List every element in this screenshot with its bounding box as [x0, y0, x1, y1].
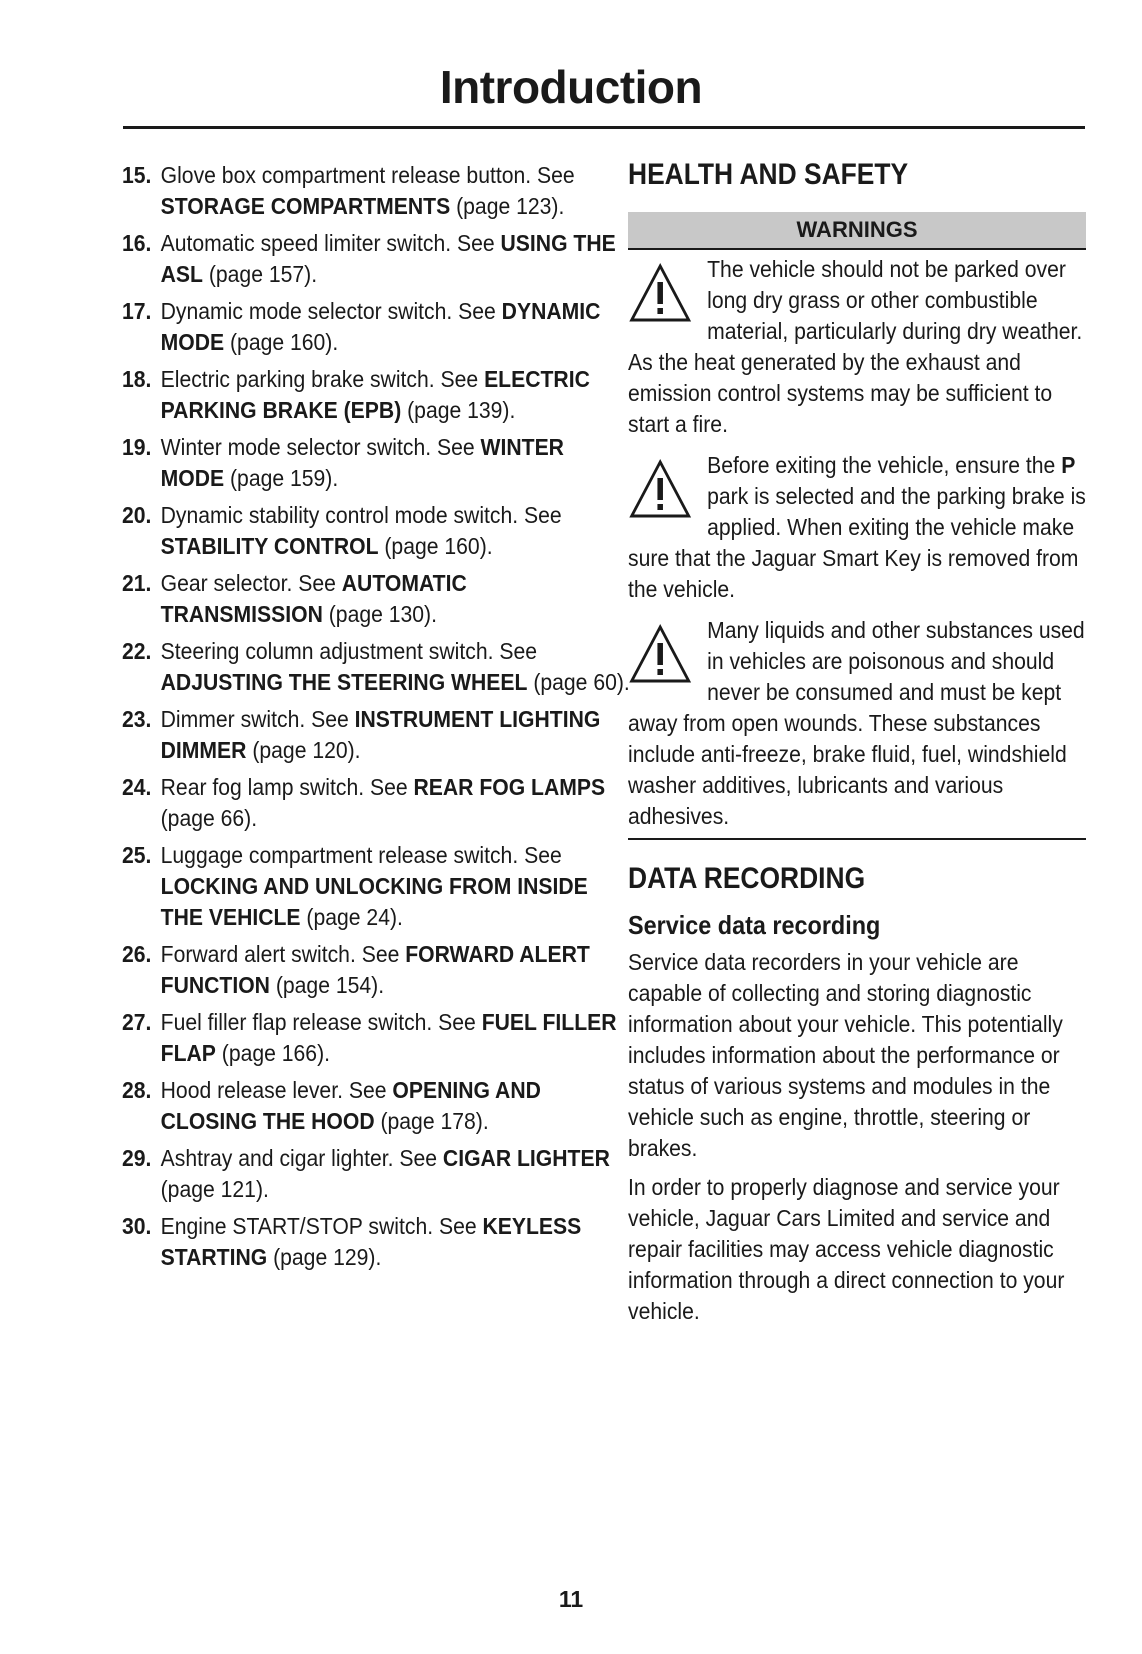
cross-reference-text: FUEL FILLER FLAP	[160, 1009, 617, 1066]
warning-item	[628, 250, 1086, 440]
list-item	[122, 160, 630, 222]
list-item	[122, 636, 630, 698]
cross-reference-text: FORWARD ALERT FUNCTION	[160, 941, 590, 998]
list-item	[122, 296, 630, 358]
body-text: (page 154).	[269, 972, 385, 998]
body-text: (page 159).	[224, 465, 339, 491]
cross-reference-text: CIGAR LIGHTER	[442, 1145, 610, 1171]
list-item-number: 18.	[122, 366, 152, 392]
cross-reference-text: REAR FOG LAMPS	[413, 774, 606, 800]
list-item-number: 28.	[122, 1077, 152, 1103]
list-item-number: 27.	[122, 1009, 152, 1035]
body-text: (page 66).	[160, 805, 258, 831]
warnings-header: WARNINGS	[628, 212, 1086, 250]
list-item	[122, 939, 630, 1001]
body-text: (page 60).	[527, 669, 630, 695]
cross-reference-text: KEYLESS STARTING	[160, 1213, 582, 1270]
list-item-number: 17.	[122, 298, 152, 324]
warning-item	[628, 611, 1086, 832]
cross-reference-text: INSTRUMENT LIGHTING DIMMER	[160, 706, 601, 763]
warning-triangle-icon	[628, 623, 692, 685]
right-column	[628, 158, 1086, 1327]
list-item	[122, 1007, 630, 1069]
list-item-number: 22.	[122, 638, 152, 664]
body-text: Dynamic stability control mode switch. See	[160, 502, 562, 528]
list-item-number: 29.	[122, 1145, 152, 1171]
service-data-paragraph-2: In order to properly diagnose and service your vehicle, Jaguar Cars Limited and service and repair facilities may access vehicle diagnostic information through a direct connection to your vehicle.	[628, 1174, 1065, 1324]
health-safety-heading: HEALTH AND SAFETY	[628, 158, 909, 191]
body-text: Gear selector. See	[160, 570, 342, 596]
list-item	[122, 1211, 630, 1273]
body-text: (page 178).	[374, 1108, 489, 1134]
list-item	[122, 704, 630, 766]
list-item-number: 26.	[122, 941, 152, 967]
data-recording-heading: DATA RECORDING	[628, 862, 866, 895]
list-item	[122, 228, 630, 290]
body-text: Electric parking brake switch. See	[160, 366, 485, 392]
list-item-number: 15.	[122, 162, 152, 188]
body-text: (page 166).	[215, 1040, 331, 1066]
cross-reference-text: USING THE ASL	[160, 230, 616, 287]
list-item-number: 16.	[122, 230, 152, 256]
body-text: Many liquids and other substances used in vehicles are poisonous and should never be consumed and must be kept away from open wounds. These substances include anti-freeze, brake fluid, fuel, windshield washer additives, lubricants and various adhesives.	[628, 617, 1085, 829]
list-item	[122, 772, 630, 834]
body-text: (page 139).	[401, 397, 516, 423]
list-item	[122, 1143, 630, 1205]
warnings-end-divider	[628, 838, 1086, 840]
controls-list	[122, 160, 630, 1279]
body-text: Luggage compartment release switch. See	[160, 842, 562, 868]
body-text: (page 129).	[267, 1244, 382, 1270]
warnings-list	[628, 250, 1086, 832]
list-item-number: 30.	[122, 1213, 152, 1239]
cross-reference-text: ADJUSTING THE STEERING WHEEL	[160, 669, 528, 695]
cross-reference-text: AUTOMATIC TRANSMISSION	[160, 570, 467, 627]
list-item-number: 23.	[122, 706, 152, 732]
body-text: (page 160).	[224, 329, 339, 355]
cross-reference-text: STABILITY CONTROL	[160, 533, 379, 559]
cross-reference-text: DYNAMIC MODE	[160, 298, 601, 355]
cross-reference-text: STORAGE COMPARTMENTS	[160, 193, 451, 219]
body-text: park is selected and the parking brake is applied. When exiting the vehicle make sure that the Jaguar Smart Key is removed from the vehicle.	[628, 483, 1086, 602]
list-item-number: 20.	[122, 502, 152, 528]
warning-triangle-icon	[628, 458, 692, 520]
cross-reference-text: ELECTRIC PARKING BRAKE (EPB)	[160, 366, 590, 423]
cross-reference-text: P	[1061, 452, 1076, 478]
body-text: (page 157).	[202, 261, 318, 287]
body-text: (page 24).	[300, 904, 403, 930]
body-text: Rear fog lamp switch. See	[160, 774, 414, 800]
body-text: (page 160).	[378, 533, 493, 559]
warning-triangle-icon	[628, 262, 692, 324]
body-text: Engine START/STOP switch. See	[160, 1213, 483, 1239]
service-data-paragraph-1: Service data recorders in your vehicle are capable of collecting and storing diagnostic information about your vehicle. This potentially includes information about the performance or status of various systems and modules in the vehicle such as engine, throttle, steering or brakes.	[628, 949, 1063, 1161]
body-text: (page 130).	[322, 601, 437, 627]
body-text: (page 120).	[246, 737, 361, 763]
page-number: 11	[558, 1586, 584, 1612]
cross-reference-text: WINTER MODE	[160, 434, 564, 491]
body-text: Forward alert switch. See	[160, 941, 406, 967]
service-data-subheading: Service data recording	[628, 910, 881, 940]
list-item	[122, 432, 630, 494]
list-item	[122, 568, 630, 630]
body-text: Steering column adjustment switch. See	[160, 638, 538, 664]
body-text: Winter mode selector switch. See	[160, 434, 481, 460]
cross-reference-text: LOCKING AND UNLOCKING FROM INSIDE THE VEHICLE	[160, 873, 588, 930]
body-text: Dynamic mode selector switch. See	[160, 298, 502, 324]
list-item-number: 25.	[122, 842, 152, 868]
body-text: Hood release lever. See	[160, 1077, 393, 1103]
body-text: (page 123).	[450, 193, 565, 219]
list-item-number: 19.	[122, 434, 152, 460]
body-text: Dimmer switch. See	[160, 706, 355, 732]
warning-item	[628, 446, 1086, 605]
cross-reference-text: OPENING AND CLOSING THE HOOD	[160, 1077, 541, 1134]
body-text: Ashtray and cigar lighter. See	[160, 1145, 443, 1171]
list-item-number: 21.	[122, 570, 152, 596]
body-text: Automatic speed limiter switch. See	[160, 230, 501, 256]
body-text: Glove box compartment release button. See	[160, 162, 575, 188]
title-divider	[123, 126, 1085, 129]
body-text: Before exiting the vehicle, ensure the	[707, 452, 1062, 478]
list-item-number: 24.	[122, 774, 152, 800]
list-item	[122, 500, 630, 562]
page-title: Introduction	[439, 61, 703, 113]
list-item	[122, 1075, 630, 1137]
body-text: Fuel filler flap release switch. See	[160, 1009, 482, 1035]
body-text: The vehicle should not be parked over long dry grass or other combustible material, particularly during dry weather. As the heat generated by the exhaust and emission control systems may be sufficient to start a fire.	[628, 256, 1083, 437]
list-item	[122, 364, 630, 426]
body-text: (page 121).	[160, 1176, 269, 1202]
list-item	[122, 840, 630, 933]
